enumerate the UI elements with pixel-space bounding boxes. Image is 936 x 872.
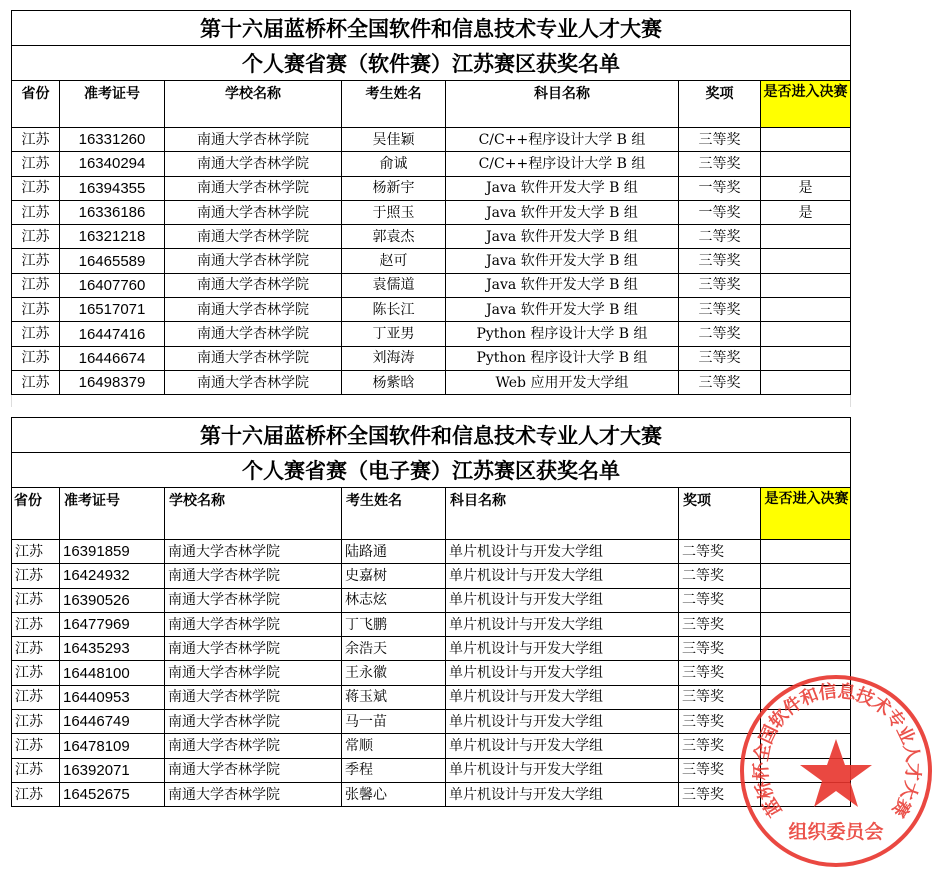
header-finals: 是否进入决赛 bbox=[761, 81, 851, 128]
table-row bbox=[12, 612, 851, 636]
cell-province: 江苏 bbox=[12, 685, 60, 709]
table-row bbox=[12, 176, 851, 200]
table-header-row bbox=[12, 81, 851, 128]
cell-ticket-number: 16424932 bbox=[60, 564, 165, 588]
cell-subject: Java 软件开发大学 B 组 bbox=[446, 225, 679, 249]
cell-ticket-number: 16448100 bbox=[60, 661, 165, 685]
cell-subject: Java 软件开发大学 B 组 bbox=[446, 249, 679, 273]
table-row bbox=[12, 298, 851, 322]
cell-candidate-name: 赵可 bbox=[342, 249, 446, 273]
cell-award: 二等奖 bbox=[679, 540, 761, 564]
cell-province: 江苏 bbox=[12, 612, 60, 636]
cell-subject: Java 软件开发大学 B 组 bbox=[446, 298, 679, 322]
cell-award: 三等奖 bbox=[679, 128, 761, 152]
table-row bbox=[12, 128, 851, 152]
cell-school: 南通大学杏林学院 bbox=[165, 128, 342, 152]
cell-ticket-number: 16391859 bbox=[60, 540, 165, 564]
cell-candidate-name: 季程 bbox=[342, 758, 446, 782]
cell-candidate-name: 丁亚男 bbox=[342, 322, 446, 346]
table-row bbox=[12, 782, 851, 806]
cell-province: 江苏 bbox=[12, 200, 60, 224]
cell-award: 三等奖 bbox=[679, 273, 761, 297]
cell-finals bbox=[761, 225, 851, 249]
cell-ticket-number: 16392071 bbox=[60, 758, 165, 782]
cell-award: 二等奖 bbox=[679, 564, 761, 588]
cell-finals: 是 bbox=[761, 176, 851, 200]
cell-candidate-name: 林志炫 bbox=[342, 588, 446, 612]
cell-school: 南通大学杏林学院 bbox=[165, 734, 342, 758]
cell-candidate-name: 袁儒道 bbox=[342, 273, 446, 297]
cell-finals bbox=[761, 588, 851, 612]
cell-finals bbox=[761, 128, 851, 152]
table-row bbox=[12, 200, 851, 224]
cell-award: 一等奖 bbox=[679, 176, 761, 200]
cell-province: 江苏 bbox=[12, 346, 60, 370]
header-award: 奖项 bbox=[679, 81, 761, 128]
cell-school: 南通大学杏林学院 bbox=[165, 370, 342, 394]
cell-subject: 单片机设计与开发大学组 bbox=[446, 685, 679, 709]
cell-school: 南通大学杏林学院 bbox=[165, 782, 342, 806]
cell-award: 三等奖 bbox=[679, 710, 761, 734]
header-school: 学校名称 bbox=[165, 488, 342, 540]
cell-province: 江苏 bbox=[12, 540, 60, 564]
cell-school: 南通大学杏林学院 bbox=[165, 176, 342, 200]
cell-ticket-number: 16440953 bbox=[60, 685, 165, 709]
table-header-row bbox=[12, 488, 851, 540]
cell-ticket-number: 16340294 bbox=[60, 152, 165, 176]
header-province: 省份 bbox=[12, 81, 60, 128]
cell-finals bbox=[761, 298, 851, 322]
cell-award: 三等奖 bbox=[679, 758, 761, 782]
cell-finals bbox=[761, 322, 851, 346]
cell-province: 江苏 bbox=[12, 225, 60, 249]
cell-award: 三等奖 bbox=[679, 734, 761, 758]
header-ticket-number: 准考证号 bbox=[60, 488, 165, 540]
cell-finals bbox=[761, 370, 851, 394]
cell-province: 江苏 bbox=[12, 152, 60, 176]
cell-subject: 单片机设计与开发大学组 bbox=[446, 710, 679, 734]
cell-candidate-name: 郭袁杰 bbox=[342, 225, 446, 249]
cell-province: 江苏 bbox=[12, 734, 60, 758]
cell-finals bbox=[761, 637, 851, 661]
cell-subject: Python 程序设计大学 B 组 bbox=[446, 346, 679, 370]
competition-title: 第十六届蓝桥杯全国软件和信息技术专业人才大赛 bbox=[12, 11, 851, 46]
cell-subject: 单片机设计与开发大学组 bbox=[446, 661, 679, 685]
cell-candidate-name: 王永徽 bbox=[342, 661, 446, 685]
cell-ticket-number: 16321218 bbox=[60, 225, 165, 249]
cell-subject: 单片机设计与开发大学组 bbox=[446, 637, 679, 661]
cell-finals bbox=[761, 612, 851, 636]
cell-award: 二等奖 bbox=[679, 225, 761, 249]
cell-subject: 单片机设计与开发大学组 bbox=[446, 734, 679, 758]
cell-province: 江苏 bbox=[12, 298, 60, 322]
cell-subject: 单片机设计与开发大学组 bbox=[446, 782, 679, 806]
software-award-table bbox=[11, 10, 851, 407]
cell-candidate-name: 杨新宇 bbox=[342, 176, 446, 200]
cell-ticket-number: 16336186 bbox=[60, 200, 165, 224]
cell-province: 江苏 bbox=[12, 273, 60, 297]
cell-ticket-number: 16452675 bbox=[60, 782, 165, 806]
cell-award: 三等奖 bbox=[679, 249, 761, 273]
cell-subject: 单片机设计与开发大学组 bbox=[446, 588, 679, 612]
cell-subject: C/C++程序设计大学 B 组 bbox=[446, 152, 679, 176]
cell-award: 二等奖 bbox=[679, 322, 761, 346]
cell-subject: C/C++程序设计大学 B 组 bbox=[446, 128, 679, 152]
cell-province: 江苏 bbox=[12, 564, 60, 588]
electronics-award-table bbox=[11, 417, 851, 807]
table-row bbox=[12, 564, 851, 588]
cell-finals bbox=[761, 564, 851, 588]
cell-ticket-number: 16446674 bbox=[60, 346, 165, 370]
cell-subject: 单片机设计与开发大学组 bbox=[446, 758, 679, 782]
cell-province: 江苏 bbox=[12, 758, 60, 782]
cell-award: 三等奖 bbox=[679, 152, 761, 176]
cell-school: 南通大学杏林学院 bbox=[165, 758, 342, 782]
electronics-award-sheet bbox=[11, 417, 850, 807]
svg-text:蓝桥杯全国软件和信息技术专业人才大赛: 蓝桥杯全国软件和信息技术专业人才大赛 bbox=[750, 680, 924, 821]
header-subject: 科目名称 bbox=[446, 488, 679, 540]
table-row bbox=[12, 540, 851, 564]
cell-award: 二等奖 bbox=[679, 588, 761, 612]
cell-candidate-name: 余浩天 bbox=[342, 637, 446, 661]
electronics-table-body bbox=[12, 540, 851, 807]
cell-candidate-name: 史嘉树 bbox=[342, 564, 446, 588]
header-candidate-name: 考生姓名 bbox=[342, 81, 446, 128]
cell-province: 江苏 bbox=[12, 710, 60, 734]
official-seal-stamp bbox=[738, 673, 934, 869]
table-row bbox=[12, 637, 851, 661]
cell-award: 三等奖 bbox=[679, 782, 761, 806]
svg-text:组织委员会: 组织委员会 bbox=[788, 821, 884, 843]
cell-award: 三等奖 bbox=[679, 637, 761, 661]
cell-candidate-name: 陆路通 bbox=[342, 540, 446, 564]
cell-award: 三等奖 bbox=[679, 661, 761, 685]
cell-award: 一等奖 bbox=[679, 200, 761, 224]
cell-subject: Java 软件开发大学 B 组 bbox=[446, 176, 679, 200]
cell-province: 江苏 bbox=[12, 588, 60, 612]
cell-candidate-name: 常顺 bbox=[342, 734, 446, 758]
cell-finals bbox=[761, 273, 851, 297]
cell-province: 江苏 bbox=[12, 661, 60, 685]
blank-row bbox=[12, 395, 851, 408]
cell-province: 江苏 bbox=[12, 782, 60, 806]
cell-school: 南通大学杏林学院 bbox=[165, 322, 342, 346]
cell-ticket-number: 16478109 bbox=[60, 734, 165, 758]
cell-school: 南通大学杏林学院 bbox=[165, 710, 342, 734]
cell-finals: 是 bbox=[761, 200, 851, 224]
cell-candidate-name: 刘海涛 bbox=[342, 346, 446, 370]
cell-school: 南通大学杏林学院 bbox=[165, 152, 342, 176]
cell-finals bbox=[761, 540, 851, 564]
competition-title: 第十六届蓝桥杯全国软件和信息技术专业人才大赛 bbox=[12, 418, 851, 453]
table-row bbox=[12, 370, 851, 394]
cell-school: 南通大学杏林学院 bbox=[165, 661, 342, 685]
award-list-title: 个人赛省赛（软件赛）江苏赛区获奖名单 bbox=[12, 46, 851, 81]
header-province: 省份 bbox=[12, 488, 60, 540]
cell-candidate-name: 杨紫晗 bbox=[342, 370, 446, 394]
cell-candidate-name: 于照玉 bbox=[342, 200, 446, 224]
cell-subject: 单片机设计与开发大学组 bbox=[446, 612, 679, 636]
cell-school: 南通大学杏林学院 bbox=[165, 273, 342, 297]
table-row bbox=[12, 710, 851, 734]
table-row bbox=[12, 225, 851, 249]
cell-school: 南通大学杏林学院 bbox=[165, 346, 342, 370]
cell-ticket-number: 16435293 bbox=[60, 637, 165, 661]
table-row bbox=[12, 273, 851, 297]
header-subject: 科目名称 bbox=[446, 81, 679, 128]
cell-school: 南通大学杏林学院 bbox=[165, 588, 342, 612]
cell-candidate-name: 俞诚 bbox=[342, 152, 446, 176]
cell-subject: Python 程序设计大学 B 组 bbox=[446, 322, 679, 346]
table-row bbox=[12, 152, 851, 176]
cell-ticket-number: 16517071 bbox=[60, 298, 165, 322]
cell-candidate-name: 吴佳颖 bbox=[342, 128, 446, 152]
cell-province: 江苏 bbox=[12, 370, 60, 394]
cell-ticket-number: 16407760 bbox=[60, 273, 165, 297]
cell-finals bbox=[761, 152, 851, 176]
cell-candidate-name: 陈长江 bbox=[342, 298, 446, 322]
cell-award: 三等奖 bbox=[679, 298, 761, 322]
cell-ticket-number: 16498379 bbox=[60, 370, 165, 394]
cell-subject: 单片机设计与开发大学组 bbox=[446, 564, 679, 588]
cell-school: 南通大学杏林学院 bbox=[165, 564, 342, 588]
cell-finals bbox=[761, 346, 851, 370]
header-award: 奖项 bbox=[679, 488, 761, 540]
cell-candidate-name: 蒋玉斌 bbox=[342, 685, 446, 709]
cell-candidate-name: 张馨心 bbox=[342, 782, 446, 806]
cell-award: 三等奖 bbox=[679, 346, 761, 370]
cell-subject: 单片机设计与开发大学组 bbox=[446, 540, 679, 564]
cell-award: 三等奖 bbox=[679, 370, 761, 394]
cell-school: 南通大学杏林学院 bbox=[165, 225, 342, 249]
cell-subject: Java 软件开发大学 B 组 bbox=[446, 273, 679, 297]
cell-candidate-name: 丁飞鹏 bbox=[342, 612, 446, 636]
table-row bbox=[12, 734, 851, 758]
software-award-sheet bbox=[11, 10, 850, 407]
table-row bbox=[12, 685, 851, 709]
table-row bbox=[12, 588, 851, 612]
cell-school: 南通大学杏林学院 bbox=[165, 540, 342, 564]
cell-province: 江苏 bbox=[12, 249, 60, 273]
table-row bbox=[12, 661, 851, 685]
cell-school: 南通大学杏林学院 bbox=[165, 249, 342, 273]
table-row bbox=[12, 322, 851, 346]
cell-ticket-number: 16394355 bbox=[60, 176, 165, 200]
header-school: 学校名称 bbox=[165, 81, 342, 128]
table-row bbox=[12, 758, 851, 782]
header-finals: 是否进入决赛 bbox=[761, 488, 851, 540]
cell-school: 南通大学杏林学院 bbox=[165, 200, 342, 224]
cell-school: 南通大学杏林学院 bbox=[165, 298, 342, 322]
cell-school: 南通大学杏林学院 bbox=[165, 612, 342, 636]
cell-province: 江苏 bbox=[12, 322, 60, 346]
cell-finals bbox=[761, 249, 851, 273]
cell-award: 三等奖 bbox=[679, 612, 761, 636]
header-candidate-name: 考生姓名 bbox=[342, 488, 446, 540]
cell-award: 三等奖 bbox=[679, 685, 761, 709]
cell-school: 南通大学杏林学院 bbox=[165, 637, 342, 661]
table-row bbox=[12, 346, 851, 370]
cell-province: 江苏 bbox=[12, 128, 60, 152]
cell-candidate-name: 马一苗 bbox=[342, 710, 446, 734]
cell-province: 江苏 bbox=[12, 637, 60, 661]
cell-subject: Web 应用开发大学组 bbox=[446, 370, 679, 394]
cell-ticket-number: 16447416 bbox=[60, 322, 165, 346]
cell-province: 江苏 bbox=[12, 176, 60, 200]
software-table-body bbox=[12, 128, 851, 395]
cell-ticket-number: 16331260 bbox=[60, 128, 165, 152]
cell-school: 南通大学杏林学院 bbox=[165, 685, 342, 709]
cell-subject: Java 软件开发大学 B 组 bbox=[446, 200, 679, 224]
cell-ticket-number: 16446749 bbox=[60, 710, 165, 734]
star-icon bbox=[800, 739, 872, 807]
cell-ticket-number: 16390526 bbox=[60, 588, 165, 612]
table-row bbox=[12, 249, 851, 273]
cell-ticket-number: 16465589 bbox=[60, 249, 165, 273]
header-ticket-number: 准考证号 bbox=[60, 81, 165, 128]
award-list-title: 个人赛省赛（电子赛）江苏赛区获奖名单 bbox=[12, 453, 851, 488]
cell-ticket-number: 16477969 bbox=[60, 612, 165, 636]
